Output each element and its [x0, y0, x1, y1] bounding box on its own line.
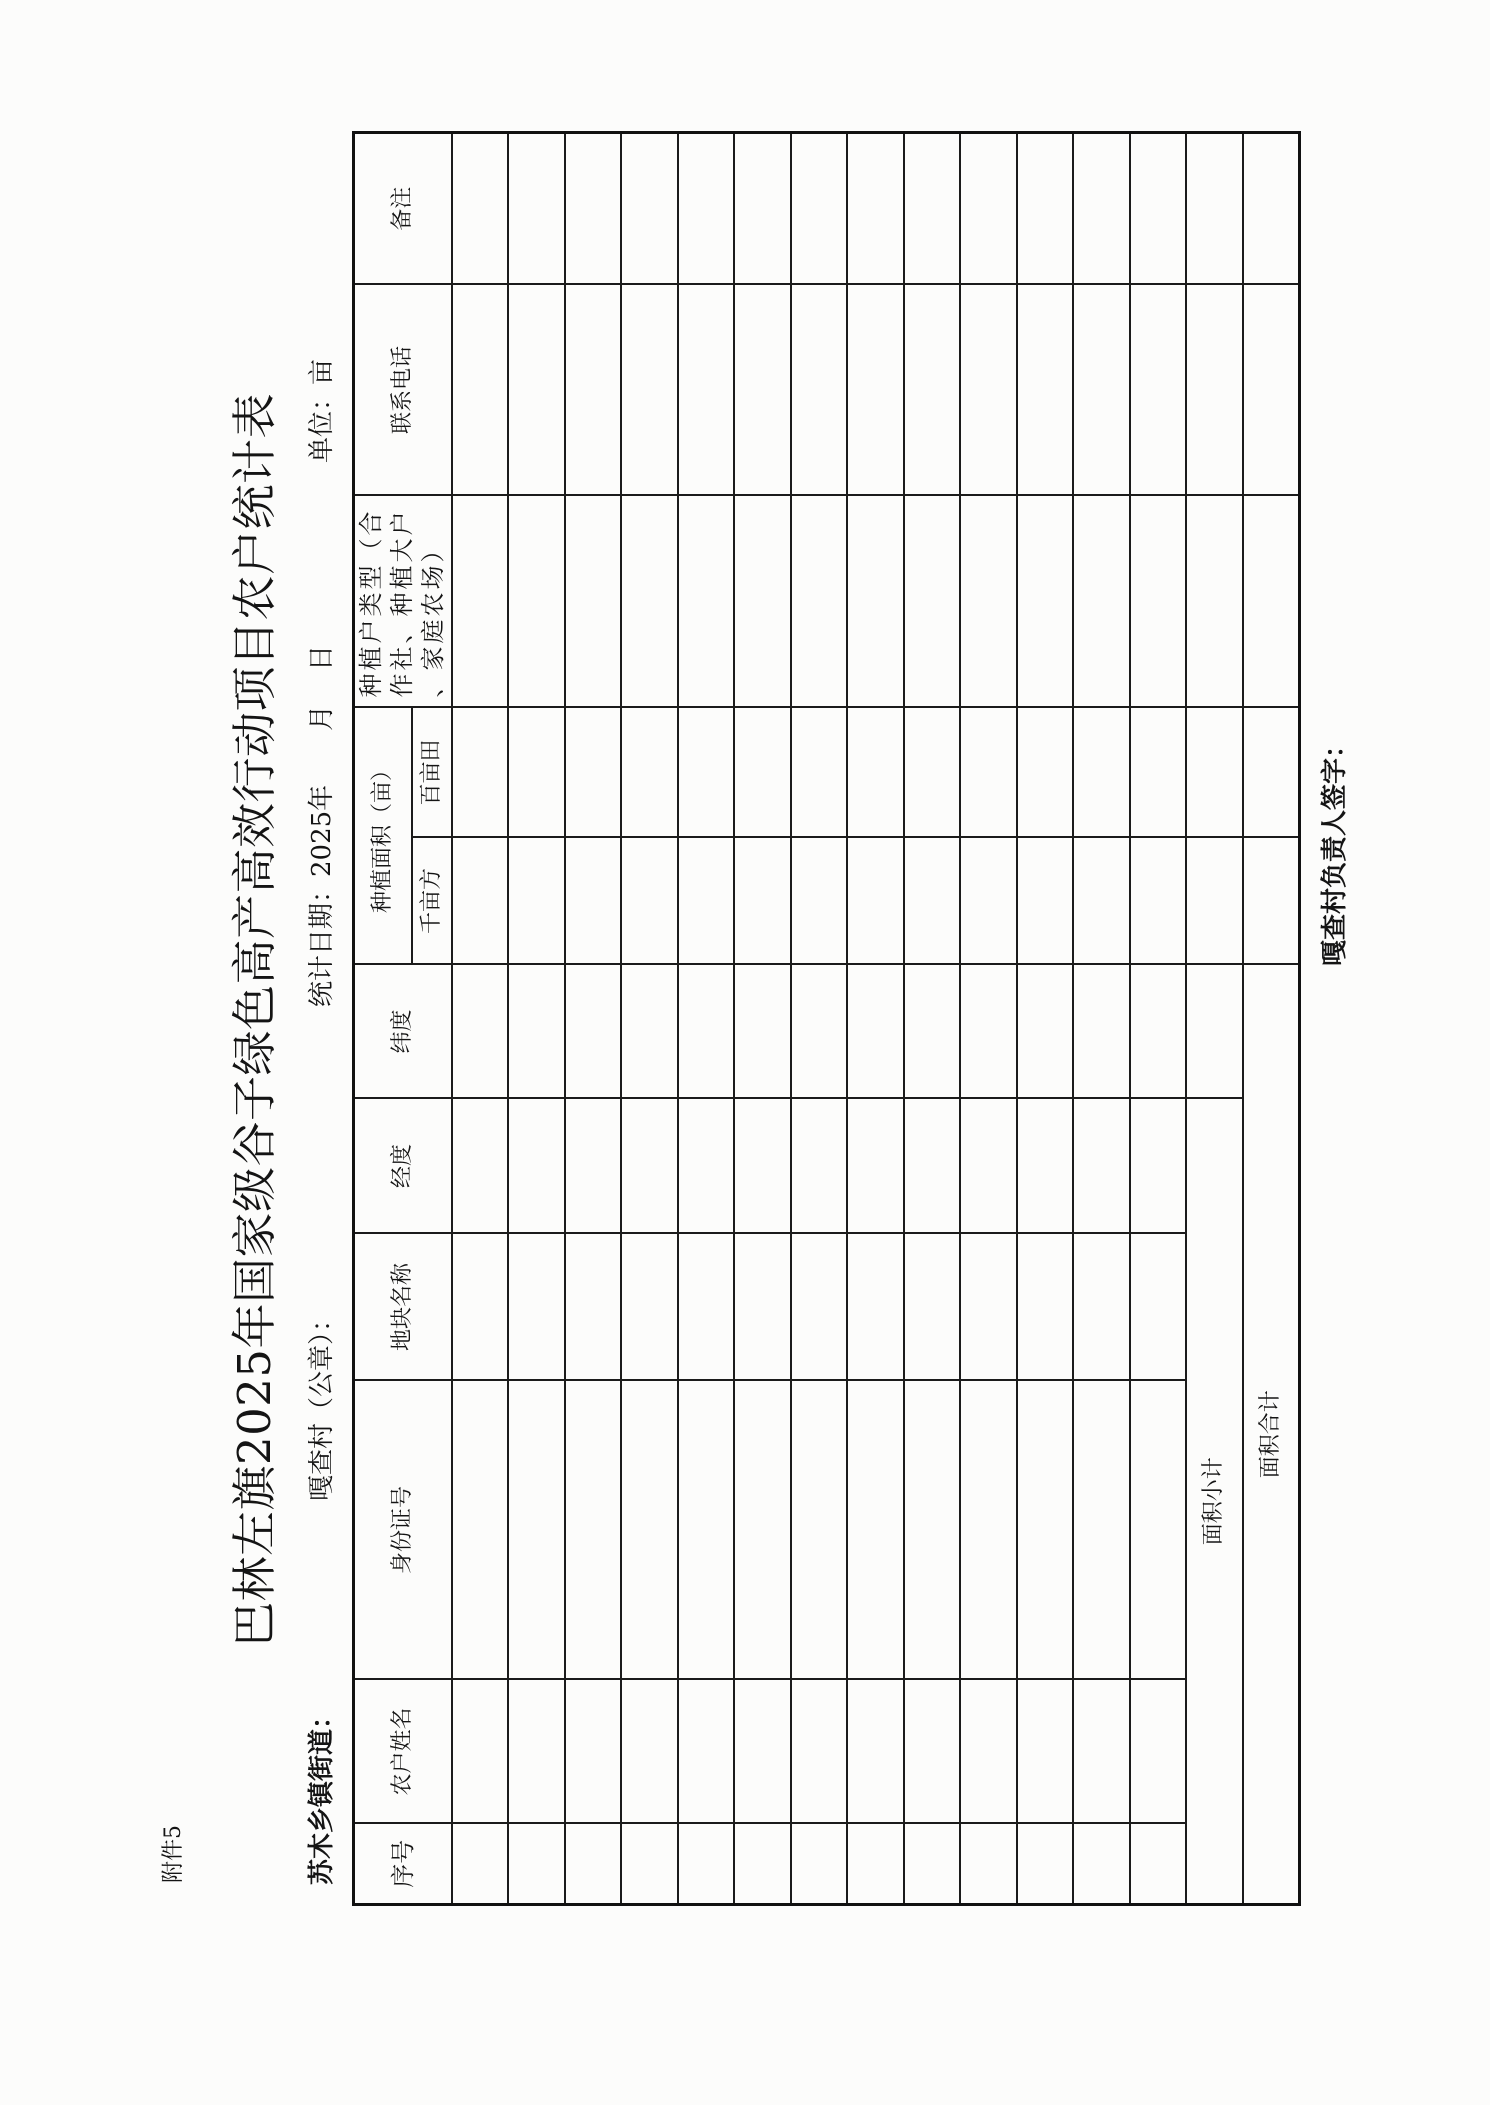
cell-area-hundred [734, 707, 791, 837]
table-row [1073, 132, 1130, 1904]
cell-area-hundred [1243, 707, 1300, 837]
cell-farmer-name [960, 1680, 1017, 1824]
table-summary [1186, 132, 1299, 1904]
cell-id-number [1073, 1381, 1130, 1680]
cell-longitude [565, 1099, 622, 1234]
cell-phone [565, 284, 622, 495]
cell-plot-name [1017, 1234, 1074, 1381]
cell-plot-name [452, 1234, 509, 1381]
date-label: 统计日期：2025年 [307, 784, 337, 1007]
header-grower-type-text: 种植户类型（合作社、种植大户、家庭农场） [357, 508, 448, 698]
cell-index [452, 1824, 509, 1905]
table-row [960, 132, 1017, 1904]
header-plot-name: 地块名称 [354, 1234, 452, 1381]
cell-farmer-name [1130, 1680, 1187, 1824]
cell-grower-type [1186, 495, 1243, 707]
cell-index [565, 1824, 622, 1905]
cell-grower-type [452, 495, 509, 707]
form-title: 巴林左旗2025年国家级谷子绿色高产高效行动项目农户统计表 [228, 392, 281, 1648]
cell-latitude [1130, 965, 1187, 1099]
cell-area-thousand [508, 838, 565, 965]
header-id-number: 身份证号 [354, 1381, 452, 1680]
table-row [791, 132, 848, 1904]
cell-area-thousand [565, 838, 622, 965]
cell-farmer-name [1073, 1680, 1130, 1824]
cell-longitude [621, 1099, 678, 1234]
cell-id-number [960, 1381, 1017, 1680]
subtotal-row [1186, 132, 1243, 1904]
cell-phone [508, 284, 565, 495]
village-head-signature-label: 嘎查村负责人签字： [1320, 731, 1350, 966]
cell-id-number [452, 1381, 509, 1680]
cell-id-number [904, 1381, 961, 1680]
cell-area-hundred [791, 707, 848, 837]
cell-farmer-name [904, 1680, 961, 1824]
cell-latitude [565, 965, 622, 1099]
cell-remarks [734, 132, 791, 284]
cell-area-thousand [960, 838, 1017, 965]
table-row [1017, 132, 1074, 1904]
cell-phone [1130, 284, 1187, 495]
cell-remarks [621, 132, 678, 284]
cell-remarks [678, 132, 735, 284]
cell-latitude [791, 965, 848, 1099]
cell-area-hundred [508, 707, 565, 837]
header-remarks: 备注 [354, 132, 452, 284]
cell-plot-name [1073, 1234, 1130, 1381]
cell-area-thousand [1186, 838, 1243, 965]
cell-farmer-name [621, 1680, 678, 1824]
header-row [354, 132, 412, 1904]
attachment-label: 附件5 [161, 1825, 186, 1883]
cell-area-hundred [621, 707, 678, 837]
cell-longitude [791, 1099, 848, 1234]
cell-grower-type [508, 495, 565, 707]
cell-grower-type [791, 495, 848, 707]
table-row [678, 132, 735, 1904]
cell-area-thousand [1243, 838, 1300, 965]
cell-phone [1017, 284, 1074, 495]
cell-index [1130, 1824, 1187, 1905]
subtotal-label: 面积小计 [1186, 1099, 1243, 1905]
cell-grower-type [678, 495, 735, 707]
cell-longitude [904, 1099, 961, 1234]
cell-index [847, 1824, 904, 1905]
cell-longitude [847, 1099, 904, 1234]
cell-grower-type [1017, 495, 1074, 707]
table-row [904, 132, 961, 1904]
cell-latitude [1186, 965, 1243, 1099]
cell-latitude [960, 965, 1017, 1099]
cell-plot-name [1130, 1234, 1187, 1381]
table-body [452, 132, 1187, 1904]
cell-latitude [1017, 965, 1074, 1099]
cell-area-thousand [621, 838, 678, 965]
cell-id-number [791, 1381, 848, 1680]
table-row [734, 132, 791, 1904]
cell-farmer-name [508, 1680, 565, 1824]
cell-index [904, 1824, 961, 1905]
cell-farmer-name [565, 1680, 622, 1824]
cell-area-hundred [847, 707, 904, 837]
cell-farmer-name [734, 1680, 791, 1824]
cell-remarks [847, 132, 904, 284]
header-area-hundred-mu: 百亩田 [412, 707, 452, 837]
cell-grower-type [847, 495, 904, 707]
cell-farmer-name [1017, 1680, 1074, 1824]
cell-index [621, 1824, 678, 1905]
cell-farmer-name [678, 1680, 735, 1824]
cell-latitude [904, 965, 961, 1099]
cell-plot-name [847, 1234, 904, 1381]
cell-index [1073, 1824, 1130, 1905]
cell-grower-type [1130, 495, 1187, 707]
cell-phone [960, 284, 1017, 495]
cell-remarks [452, 132, 509, 284]
cell-phone [452, 284, 509, 495]
cell-latitude [678, 965, 735, 1099]
cell-longitude [452, 1099, 509, 1234]
cell-area-hundred [1186, 707, 1243, 837]
cell-area-thousand [791, 838, 848, 965]
table-row [508, 132, 565, 1904]
unit-label: 单位：亩 [307, 358, 337, 463]
table-row [1130, 132, 1187, 1904]
cell-area-hundred [678, 707, 735, 837]
table-row [565, 132, 622, 1904]
cell-longitude [1130, 1099, 1187, 1234]
cell-remarks [1073, 132, 1130, 284]
cell-index [508, 1824, 565, 1905]
cell-phone [678, 284, 735, 495]
header-farmer-name: 农户姓名 [354, 1680, 452, 1824]
header-planting-area: 种植面积（亩） [354, 707, 412, 964]
cell-area-hundred [452, 707, 509, 837]
table-row [621, 132, 678, 1904]
cell-latitude [508, 965, 565, 1099]
farmer-statistics-table [352, 131, 1301, 1906]
cell-latitude [621, 965, 678, 1099]
cell-phone [1073, 284, 1130, 495]
cell-latitude [847, 965, 904, 1099]
cell-area-thousand [1073, 838, 1130, 965]
header-index: 序号 [354, 1824, 452, 1905]
header-area-thousand-mu: 千亩方 [412, 838, 452, 965]
cell-area-hundred [904, 707, 961, 837]
cell-remarks [565, 132, 622, 284]
cell-remarks [904, 132, 961, 284]
header-grower-type [354, 495, 452, 707]
header-phone: 联系电话 [354, 284, 452, 495]
cell-farmer-name [847, 1680, 904, 1824]
cell-grower-type [565, 495, 622, 707]
cell-index [1017, 1824, 1074, 1905]
cell-grower-type [621, 495, 678, 707]
village-seal-label: 嘎查村（公章）： [307, 1305, 337, 1501]
cell-farmer-name [452, 1680, 509, 1824]
cell-remarks [1186, 132, 1243, 284]
cell-area-hundred [1073, 707, 1130, 837]
cell-id-number [1017, 1381, 1074, 1680]
cell-area-thousand [904, 838, 961, 965]
cell-index [960, 1824, 1017, 1905]
cell-phone [791, 284, 848, 495]
cell-area-hundred [960, 707, 1017, 837]
cell-remarks [1243, 132, 1300, 284]
total-label: 面积合计 [1243, 965, 1300, 1905]
cell-phone [1186, 284, 1243, 495]
date-month-label: 月 [307, 704, 337, 731]
cell-remarks [791, 132, 848, 284]
cell-area-thousand [847, 838, 904, 965]
cell-plot-name [678, 1234, 735, 1381]
cell-id-number [621, 1381, 678, 1680]
cell-area-thousand [734, 838, 791, 965]
cell-latitude [734, 965, 791, 1099]
cell-area-thousand [1130, 838, 1187, 965]
table-row [452, 132, 509, 1904]
cell-plot-name [734, 1234, 791, 1381]
cell-phone [734, 284, 791, 495]
cell-id-number [508, 1381, 565, 1680]
cell-plot-name [791, 1234, 848, 1381]
cell-area-thousand [452, 838, 509, 965]
cell-phone [904, 284, 961, 495]
cell-farmer-name [791, 1680, 848, 1824]
cell-longitude [734, 1099, 791, 1234]
cell-id-number [678, 1381, 735, 1680]
cell-plot-name [960, 1234, 1017, 1381]
cell-index [734, 1824, 791, 1905]
cell-phone [847, 284, 904, 495]
cell-longitude [1017, 1099, 1074, 1234]
cell-longitude [960, 1099, 1017, 1234]
cell-grower-type [1243, 495, 1300, 707]
cell-remarks [508, 132, 565, 284]
header-latitude: 纬度 [354, 965, 452, 1099]
cell-remarks [960, 132, 1017, 284]
cell-remarks [1017, 132, 1074, 284]
cell-grower-type [734, 495, 791, 707]
cell-index [678, 1824, 735, 1905]
cell-plot-name [621, 1234, 678, 1381]
cell-longitude [678, 1099, 735, 1234]
cell-area-thousand [1017, 838, 1074, 965]
cell-longitude [508, 1099, 565, 1234]
cell-area-hundred [1130, 707, 1187, 837]
cell-plot-name [508, 1234, 565, 1381]
cell-remarks [1130, 132, 1187, 284]
cell-index [791, 1824, 848, 1905]
town-label: 苏木乡镇街道： [307, 1702, 337, 1885]
cell-plot-name [904, 1234, 961, 1381]
cell-plot-name [565, 1234, 622, 1381]
cell-latitude [452, 965, 509, 1099]
cell-area-hundred [1017, 707, 1074, 837]
cell-phone [1243, 284, 1300, 495]
header-longitude: 经度 [354, 1099, 452, 1234]
cell-phone [621, 284, 678, 495]
cell-grower-type [904, 495, 961, 707]
cell-area-thousand [678, 838, 735, 965]
cell-id-number [1130, 1381, 1187, 1680]
cell-longitude [1073, 1099, 1130, 1234]
cell-id-number [565, 1381, 622, 1680]
cell-latitude [1073, 965, 1130, 1099]
cell-area-hundred [565, 707, 622, 837]
table-row [847, 132, 904, 1904]
cell-grower-type [1073, 495, 1130, 707]
cell-id-number [847, 1381, 904, 1680]
total-row [1243, 132, 1300, 1904]
cell-id-number [734, 1381, 791, 1680]
cell-grower-type [960, 495, 1017, 707]
date-day-label: 日 [307, 644, 337, 671]
